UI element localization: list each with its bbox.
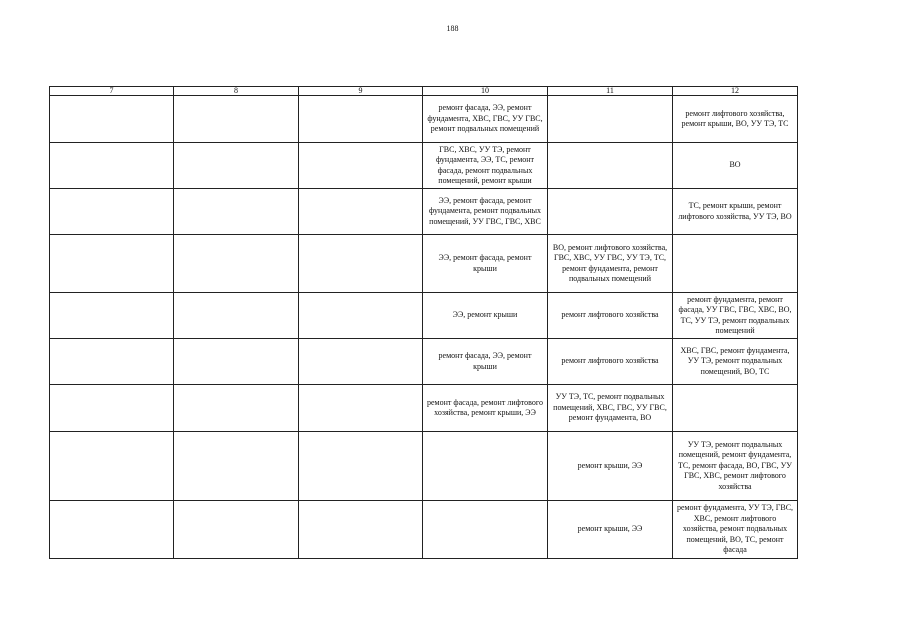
table-cell: ремонт лифтового хозяйства, ремонт крыши, ВО, УУ ТЭ, ТС	[673, 96, 798, 143]
table-row	[50, 189, 798, 235]
table-row	[50, 293, 798, 339]
column-header: 12	[673, 87, 798, 96]
table-cell	[50, 432, 174, 501]
table-cell	[50, 189, 174, 235]
table-cell	[174, 432, 299, 501]
table-cell: ТС, ремонт крыши, ремонт лифтового хозяйства, УУ ТЭ, ВО	[673, 189, 798, 235]
data-table	[49, 86, 798, 559]
table-cell	[174, 143, 299, 189]
table-row	[50, 385, 798, 432]
table-cell	[174, 385, 299, 432]
table-cell: ВО, ремонт лифтового хозяйства, ГВС, ХВС, УУ ГВС, УУ ТЭ, ТС, ремонт фундамента, ремонт подвальных помещений	[548, 235, 673, 293]
table-cell	[299, 96, 423, 143]
table-cell	[673, 385, 798, 432]
table-cell	[174, 235, 299, 293]
table-cell	[174, 339, 299, 385]
table-row	[50, 96, 798, 143]
table-cell: ремонт фундамента, УУ ТЭ, ГВС, ХВС, ремонт лифтового хозяйства, ремонт подвальных помещений, ВО, ТС, ремонт фасада	[673, 501, 798, 559]
table-cell	[299, 293, 423, 339]
table-cell: ремонт фундамента, ремонт фасада, УУ ГВС, ГВС, ХВС, ВО, ТС, УУ ТЭ, ремонт подвальных помещений	[673, 293, 798, 339]
column-header: 7	[50, 87, 174, 96]
table-cell	[548, 96, 673, 143]
table-row	[50, 432, 798, 501]
table-row	[50, 501, 798, 559]
page-number: 188	[446, 24, 459, 33]
table-cell	[673, 235, 798, 293]
table-cell	[299, 339, 423, 385]
table-cell	[548, 189, 673, 235]
table-cell: ЭЭ, ремонт фасада, ремонт фундамента, ремонт подвальных помещений, УУ ГВС, ГВС, ХВС	[423, 189, 548, 235]
table-cell	[174, 293, 299, 339]
table-cell	[174, 501, 299, 559]
column-header: 9	[299, 87, 423, 96]
table-cell: ГВС, ХВС, УУ ТЭ, ремонт фундамента, ЭЭ, ТС, ремонт фасада, ремонт подвальных помещений, ремонт крыши	[423, 143, 548, 189]
table-cell: ВО	[673, 143, 798, 189]
header-row	[50, 87, 798, 96]
table-cell	[423, 501, 548, 559]
table-cell	[299, 432, 423, 501]
column-header: 8	[174, 87, 299, 96]
table-row	[50, 339, 798, 385]
table-cell	[174, 189, 299, 235]
table-cell: ремонт фасада, ремонт лифтового хозяйства, ремонт крыши, ЭЭ	[423, 385, 548, 432]
table-cell: ремонт фасада, ЭЭ, ремонт фундамента, ХВС, ГВС, УУ ГВС, ремонт подвальных помещений	[423, 96, 548, 143]
table-cell: ремонт лифтового хозяйства	[548, 293, 673, 339]
table-cell	[50, 293, 174, 339]
table-cell	[299, 189, 423, 235]
table-cell: ремонт крыши, ЭЭ	[548, 501, 673, 559]
table-cell	[174, 96, 299, 143]
table-cell: ремонт лифтового хозяйства	[548, 339, 673, 385]
table-cell	[50, 501, 174, 559]
table-row	[50, 235, 798, 293]
table-cell: ХВС, ГВС, ремонт фундамента, УУ ТЭ, ремонт подвальных помещений, ВО, ТС	[673, 339, 798, 385]
table-cell: ЭЭ, ремонт крыши	[423, 293, 548, 339]
table-cell	[299, 143, 423, 189]
table-cell	[299, 385, 423, 432]
table-cell: ремонт крыши, ЭЭ	[548, 432, 673, 501]
table-cell	[50, 235, 174, 293]
table-cell: ЭЭ, ремонт фасада, ремонт крыши	[423, 235, 548, 293]
table-cell	[299, 501, 423, 559]
column-header: 10	[423, 87, 548, 96]
table-cell	[50, 339, 174, 385]
table-row	[50, 143, 798, 189]
table-cell	[50, 385, 174, 432]
table-cell	[50, 143, 174, 189]
table-cell	[548, 143, 673, 189]
table-cell: ремонт фасада, ЭЭ, ремонт крыши	[423, 339, 548, 385]
table-cell: УУ ТЭ, ТС, ремонт подвальных помещений, ХВС, ГВС, УУ ГВС, ремонт фундамента, ВО	[548, 385, 673, 432]
column-header: 11	[548, 87, 673, 96]
table-cell: УУ ТЭ, ремонт подвальных помещений, ремонт фундамента, ТС, ремонт фасада, ВО, ГВС, УУ ГВС, ХВС, ремонт лифтового хозяйства	[673, 432, 798, 501]
table-cell	[423, 432, 548, 501]
table-cell	[299, 235, 423, 293]
table-cell	[50, 96, 174, 143]
